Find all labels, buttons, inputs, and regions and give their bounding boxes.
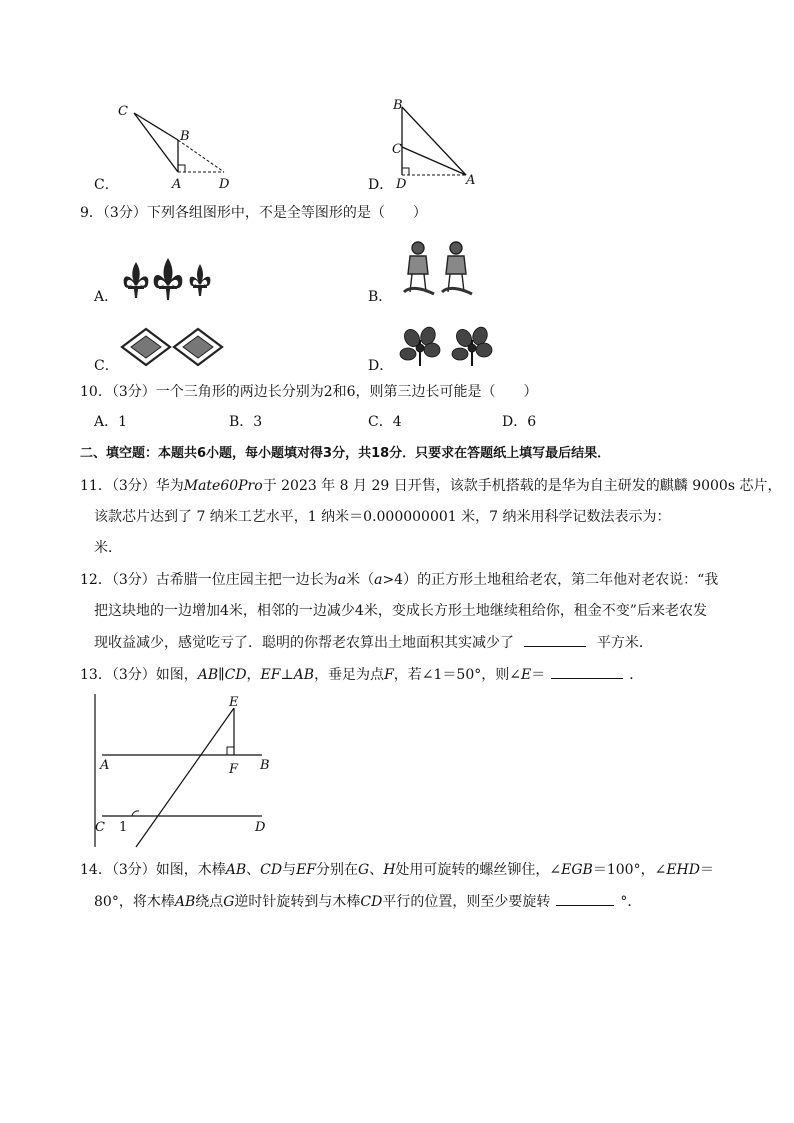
q13-answer-blank[interactable]: [551, 664, 623, 679]
q13-label-b: B: [260, 758, 270, 773]
q11-line1: [80, 476, 781, 496]
standing-figures-icon: [400, 238, 480, 300]
q11-line3: 米．: [94, 540, 122, 556]
q13-stem: [80, 664, 643, 685]
q10-choice-a: A．1: [94, 414, 128, 430]
q14-h: H: [383, 862, 396, 878]
q8-figure-d: [380, 95, 500, 195]
q11-model: Mate60Pro: [183, 478, 263, 494]
q12-var-a: a: [337, 572, 347, 588]
q14-g2: G: [223, 894, 235, 910]
q12-line1-a: 12．（3分）古希腊一位庄园主把一边长为: [80, 572, 338, 588]
q13-parallel: ∥: [218, 667, 225, 683]
q9-stem: 9．（3分）下列各组图形中，不是全等图形的是（ ）: [80, 205, 427, 221]
q13-label-1: 1: [119, 820, 128, 835]
q13-stem-b: ，: [246, 667, 261, 683]
q9-option-c-label: C．: [94, 358, 119, 374]
q14-ab2: AB: [174, 894, 196, 910]
q13-e: E: [520, 667, 532, 683]
q14-line2: [94, 891, 641, 912]
fleur-de-lis-icon: [118, 258, 218, 306]
q14-line2-e: °．: [620, 894, 642, 910]
q14-line1-a: 14．（3分）如图，木棒: [80, 862, 226, 878]
q13-cd: CD: [224, 667, 247, 683]
q11-line2: 该款芯片达到了 7 纳米工艺水平，1 纳米＝0.000000001 米，7 纳米用科学记数法表示为：: [94, 509, 671, 525]
q11-line1-b: 于 2023 年 8 月 29 日开售，该款手机搭载的是华为自主研发的麒麟 9000s 芯片，: [262, 478, 782, 494]
q14-g: G: [358, 862, 370, 878]
q14-ab: AB: [225, 862, 247, 878]
q13-figure: [90, 692, 280, 852]
q10-stem: 10．（3分）一个三角形的两边长分别为2和6，则第三边长可能是（ ）: [80, 384, 538, 400]
q14-line2-a: 80°，将木棒: [94, 894, 175, 910]
q8c-label-b: B: [180, 129, 190, 144]
q8c-label-c: C: [118, 104, 128, 119]
q9-option-d-label: D．: [368, 358, 394, 374]
q8-option-d: [380, 95, 500, 195]
q13-stem-end: ．: [629, 667, 644, 683]
q12-line1-c: >4）的正方形土地租给老农，第二年他对老农说：“我: [382, 572, 719, 588]
q8c-label-a: A: [172, 177, 182, 192]
q13-f: F: [384, 667, 394, 683]
q14-ef: EF: [296, 862, 317, 878]
q14-line1-e: ＝100°，∠: [592, 862, 667, 878]
q8d-label-a: A: [466, 173, 476, 188]
q12-line1-b: 米（: [346, 572, 375, 588]
q14-sep2: 、: [369, 862, 384, 878]
q14-egb: EGB: [561, 862, 593, 878]
q13-ef: EF: [260, 667, 281, 683]
q14-line2-d: 平行的位置，则至少要旋转: [382, 894, 551, 910]
q11-line1-a: 11．（3分）华为: [80, 478, 184, 494]
diamond-icon: [120, 327, 226, 367]
q13-stem-c: ，垂足为点: [314, 667, 385, 683]
q14-line1-d: 处用可旋转的螺丝铆住，∠: [395, 862, 562, 878]
q12-answer-blank[interactable]: [524, 632, 586, 647]
q13-label-a: A: [100, 758, 110, 773]
q14-line2-c: 逆时针旋转到与木棒: [234, 894, 361, 910]
q14-answer-blank[interactable]: [556, 891, 614, 906]
q14-sep1: 、: [246, 862, 261, 878]
q13-stem-a: 13．（3分）如图，: [80, 667, 198, 683]
q8-option-d-label: D．: [368, 177, 394, 193]
q12-line3-b: 平方米．: [596, 635, 653, 651]
q8d-label-d: D: [396, 177, 407, 192]
q12-line2: 把这块地的一边增加4米，相邻的一边减少4米，变成长方形土地继续租给你，租金不变”后来老农发: [94, 603, 707, 619]
q13-label-f: F: [229, 762, 239, 777]
q9-option-a-label: A．: [94, 289, 119, 305]
q14-line1: [80, 860, 714, 880]
q14-line1-f: ＝: [699, 862, 714, 878]
q8c-label-d: D: [219, 177, 230, 192]
oak-leaf-icon: [398, 326, 496, 368]
q13-eq: ＝: [531, 667, 546, 683]
q12-line1: [80, 570, 718, 590]
q12-line3-a: 现收益减少，感觉吃亏了．聪明的你帮老农算出土地面积其实减少了: [94, 635, 514, 651]
q14-line1-c: 分别在: [316, 862, 359, 878]
q14-ehd: EHD: [666, 862, 700, 878]
q13-ab: AB: [197, 667, 219, 683]
q10-choice-b: B．3: [229, 414, 263, 430]
q14-cd2: CD: [360, 894, 383, 910]
q14-line2-b: 绕点: [195, 894, 224, 910]
q8-option-c-label: C．: [94, 177, 119, 193]
q13-label-c: C: [95, 820, 105, 835]
q12-line3: [94, 632, 653, 653]
q14-cd: CD: [260, 862, 283, 878]
q10-choice-c: C．4: [368, 414, 402, 430]
q10-choice-d: D．6: [502, 414, 537, 430]
q14-line1-b: 与: [282, 862, 297, 878]
q8d-label-b: B: [393, 98, 403, 113]
q9-option-b-label: B．: [368, 289, 393, 305]
q8d-label-c: C: [392, 142, 402, 157]
q12-var-a2: a: [374, 572, 383, 588]
q13-label-e: E: [229, 695, 239, 710]
q13-ab2: AB: [293, 667, 315, 683]
q13-label-d: D: [255, 820, 266, 835]
q13-stem-d: ，若∠1＝50°，则∠: [393, 667, 521, 683]
q13-perp: ⊥: [280, 667, 294, 683]
section-heading: 二、填空题：本题共6小题，每小题填对得3分，共18分．只要求在答题纸上填写最后结果．: [80, 446, 611, 461]
